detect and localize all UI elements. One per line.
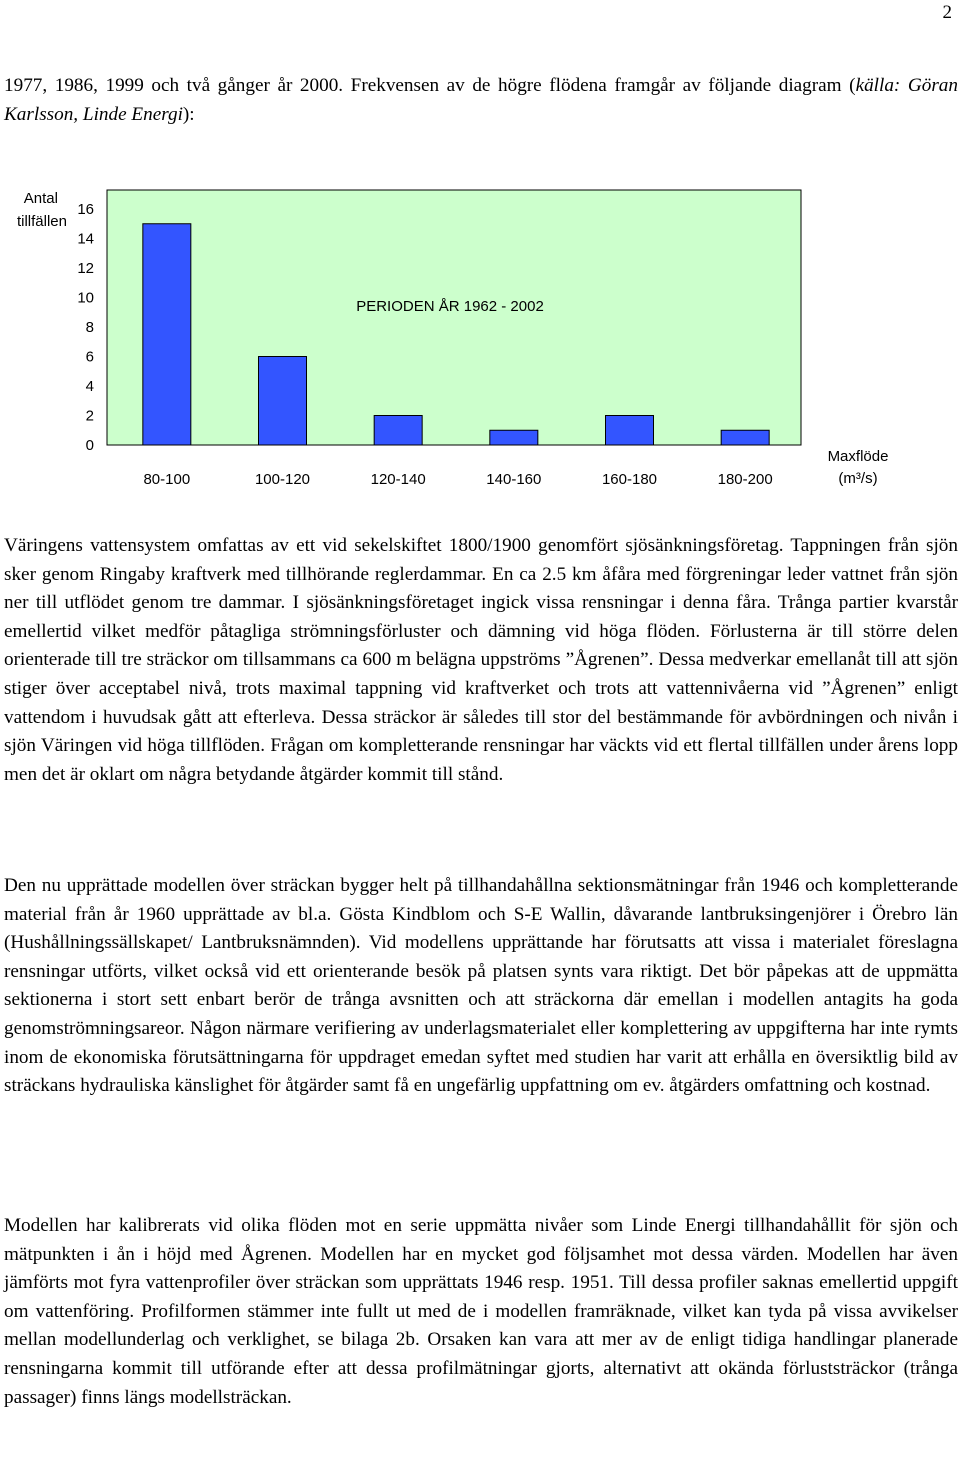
paragraph-2: Den nu upprättade modellen över sträckan bygger helt på tillhandahållna sektionsmätningar från 1946 och kompletterande material från år 1960 upprättade av bl.a. Gösta Kindblom och S-E Wallin, dåvarande lantbruksingenjörer i Örebro län (Hushållningssällskapet/ Lantbruksnämnden). Vid modellens upprättande har förutsatts att vissa i materialet föreslagna rensningar utförts, vilket också vid ett orienterande besök på platsen synts vara riktigt. Det bör påpekas att de uppmätta sektionerna i stort sett enbart berör de trånga avsnitten och att sträckorna där emellan i modellen antagits ha goda genomströmningsareor. Någon närmare verifiering av underlagsmaterialet eller komplettering av uppgifterna har inte rymts inom de ekonomiska förutsättningarna för uppdraget emedan syftet med studien har varit att erhålla en översiktlig bild av sträckans hydrauliska känslighet för åtgärder samt få en ungefärlig uppfattning om ev. åtgärders omfattning och kostnad. (4, 875, 958, 1097)
x-tick-label: 140-160 (486, 471, 542, 488)
paragraph-1: Väringens vattensystem omfattas av ett vid sekelskiftet 1800/1900 genomfört sjösänkningsföretag. Tappningen från sjön sker genom Ringaby kraftverk med tillhörande reglerdammar. En ca 2.5 km åfåra med förgreningar leder vattnet från sjön ner till utflödet genom tre dammar. I sjösänkningsföretaget ingick vissa rensningar i denna fåra. Trånga partier kvarstår emellertid vilket medför påtagliga strömningsförluster och dämning vid höga flöden. Förlusterna är till större delen orienterade till tre sträckor om tillsammans ca 600 m belägna uppströms ”Ågrenen”. Dessa medverkar emellanåt till att sjön stiger över acceptabel nivå, trots maximal tappning vid kraftverket och trots att vattennivåerna vid ”Ågrenen” enligt vattendom i huvudsak gått att efterleva. Dessa sträckor är således till stor del bestämmande för avbördningen och nivån i sjön Väringen vid höga tillflöden. Frågan om kompletterande rensningar har väckts vid ett flertal tillfällen under årens lopp men det är oklart om några betydande åtgärder kommit till stånd. (4, 535, 958, 785)
y-tick-label: 16 (77, 201, 94, 218)
flow-frequency-bar-chart (0, 175, 960, 505)
x-axis-label-line2: (m³/s) (838, 470, 878, 487)
y-tick-label: 12 (77, 260, 94, 277)
bar-80-100 (143, 224, 191, 445)
x-axis-ticks (143, 471, 772, 488)
y-tick-label: 8 (85, 319, 94, 336)
y-tick-label: 6 (85, 348, 94, 366)
chart-title: PERIODEN ÅR 1962 - 2002 (356, 298, 544, 315)
bar-160-180 (606, 416, 654, 446)
bar-140-160 (490, 430, 538, 445)
x-tick-label: 120-140 (370, 471, 426, 488)
intro-text-before-source: 1977, 1986, 1999 och två gånger år 2000. Frekvensen av de högre flödena framgår av följande diagram ( (4, 75, 856, 96)
paragraph-3: Modellen har kalibrerats vid olika flöden mot en serie uppmätta nivåer som Linde Energi tillhandahållit för sjön och mätpunkten i ån i höjd med Ågrenen. Modellen har en mycket god följsamhet mot dessa värden. Modellen har även jämförts mot fyra vattenprofiler över sträckan som upprättats 1946 resp. 1951. Till dessa profiler saknas emellertid uppgift om vattenföring. Profilformen stämmer inte fullt ut med de i modellen framräknade, vilket kan tyda på vissa avvikelser mellan modellunderlag och verklighet, se bilaga 2b. Orsaken kan vara att mer av de enligt tidiga handlingar planerade rensningarna kommit till utförande efter att dessa profilmätningar gjorts, alternativt att okända förluststräckor (trånga passager) finns längs modellsträckan. (4, 1215, 958, 1408)
x-tick-label: 180-200 (717, 471, 773, 488)
bar-120-140 (374, 416, 422, 446)
y-tick-label: 10 (77, 289, 94, 307)
y-axis-label-line1: Antal (23, 190, 58, 207)
y-tick-label: 4 (85, 378, 94, 395)
intro-source: källa: Göran Karlsson, Linde Energi (4, 75, 958, 125)
page-number: 2 (942, 2, 952, 23)
plot-area (107, 190, 801, 445)
x-tick-label: 160-180 (601, 471, 658, 488)
intro-text-after-source: ): (182, 103, 195, 125)
x-tick-label: 80-100 (143, 471, 191, 488)
bar-180-200 (721, 430, 769, 445)
x-axis-label-line1: Maxflöde (827, 448, 889, 465)
y-tick-label: 2 (85, 407, 94, 425)
y-tick-label: 14 (77, 230, 94, 248)
x-tick-label: 100-120 (254, 471, 311, 488)
y-tick-label: 0 (85, 437, 94, 454)
y-axis-ticks (77, 201, 94, 454)
y-axis-label-line2: tillfällen (16, 213, 67, 230)
intro-paragraph (4, 72, 958, 129)
bar-100-120 (259, 357, 307, 446)
